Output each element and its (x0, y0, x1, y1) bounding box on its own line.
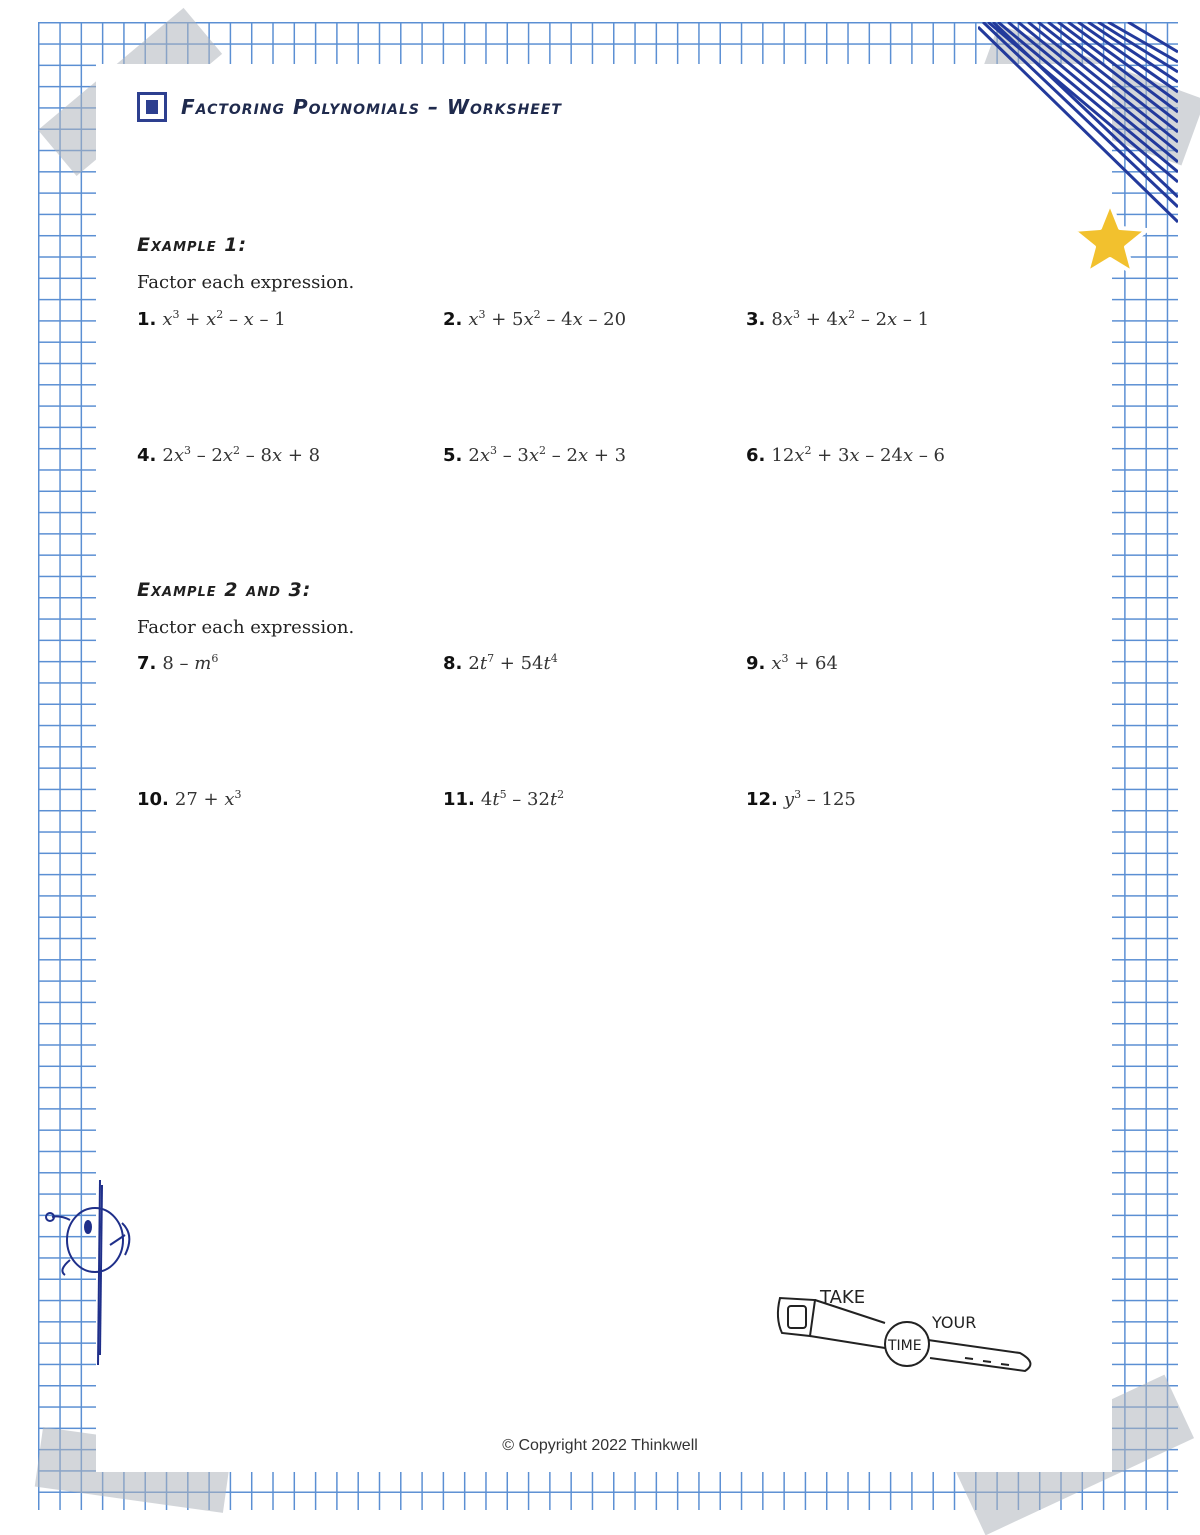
problem-2: 2. $x^3 + 5x^2 - 4x - 20$ (443, 308, 627, 330)
copyright-footer: © Copyright 2022 Thinkwell (502, 1437, 698, 1454)
watch-your-label: YOUR (932, 1313, 977, 1332)
notebook-icon (137, 92, 167, 122)
problem-7: 7. $8 - m^6$ (137, 652, 219, 674)
section-1-instruction: Factor each expression. (137, 272, 355, 293)
problem-4: 4. $2x^3 - 2x^2 - 8x + 8$ (137, 444, 321, 466)
section-2-instruction: Factor each expression. (137, 617, 355, 638)
take-your-time-watch-doodle (770, 1278, 1040, 1378)
title-row (137, 92, 562, 122)
page-title: Factoring Polynomials – Worksheet (181, 95, 562, 119)
section-2-heading: Example 2 and 3: (137, 579, 312, 601)
doodle-face-icon (40, 1175, 140, 1370)
problem-11: 11. $4t^5 - 32t^2$ (443, 788, 565, 810)
problem-1: 1. $x^3 + x^2 - x - 1$ (137, 308, 286, 330)
problem-12: 12. $y^3 - 125$ (746, 788, 856, 810)
watch-time-label: TIME (888, 1338, 922, 1354)
problem-8: 8. $2t^7 + 54t^4$ (443, 652, 558, 674)
problem-5: 5. $2x^3 - 3x^2 - 2x + 3$ (443, 444, 627, 466)
problem-6: 6. $12x^2 + 3x - 24x - 6$ (746, 444, 945, 466)
problem-10: 10. $27 + x^3$ (137, 788, 242, 810)
section-1-heading: Example 1: (137, 234, 248, 256)
problem-9: 9. $x^3 + 64$ (746, 652, 838, 674)
watch-take-label: TAKE (820, 1287, 866, 1308)
star-icon (1070, 200, 1150, 276)
problem-3: 3. $8x^3 + 4x^2 - 2x - 1$ (746, 308, 930, 330)
